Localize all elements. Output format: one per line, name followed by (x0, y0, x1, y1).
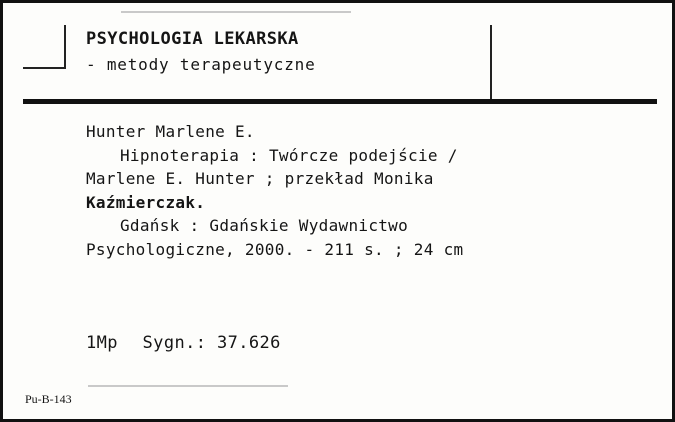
bibliographic-entry (86, 120, 463, 261)
shelfmark (86, 333, 281, 353)
subject-bracket-vertical (64, 25, 66, 69)
subject-subheading: - metody terapeutyczne (86, 55, 316, 74)
location-code: 1Mp (86, 333, 118, 353)
title-line-2: Marlene E. Hunter ; przekład Monika (86, 169, 434, 188)
signature: Sygn.: 37.626 (142, 333, 281, 353)
title-line-3: Kaźmierczak. (86, 192, 206, 212)
card-form-code: Pu-B-143 (25, 392, 72, 406)
imprint-line-2: Psychologiczne, 2000. - 211 s. ; 24 cm (86, 239, 464, 259)
subject-bracket-horizontal (23, 67, 66, 69)
imprint-line-1: Gdańsk : Gdańskie Wydawnictwo (120, 216, 409, 235)
subject-heading: PSYCHOLOGIA LEKARSKA (86, 29, 299, 49)
header-divider (490, 25, 492, 100)
title-line-1: Hipnoterapia : Twórcze podejście / (120, 145, 458, 165)
header-rule (23, 99, 657, 104)
author-line: Hunter Marlene E. (86, 122, 255, 141)
faint-stamp-bottom (88, 385, 288, 387)
faint-stamp-top (121, 11, 351, 13)
